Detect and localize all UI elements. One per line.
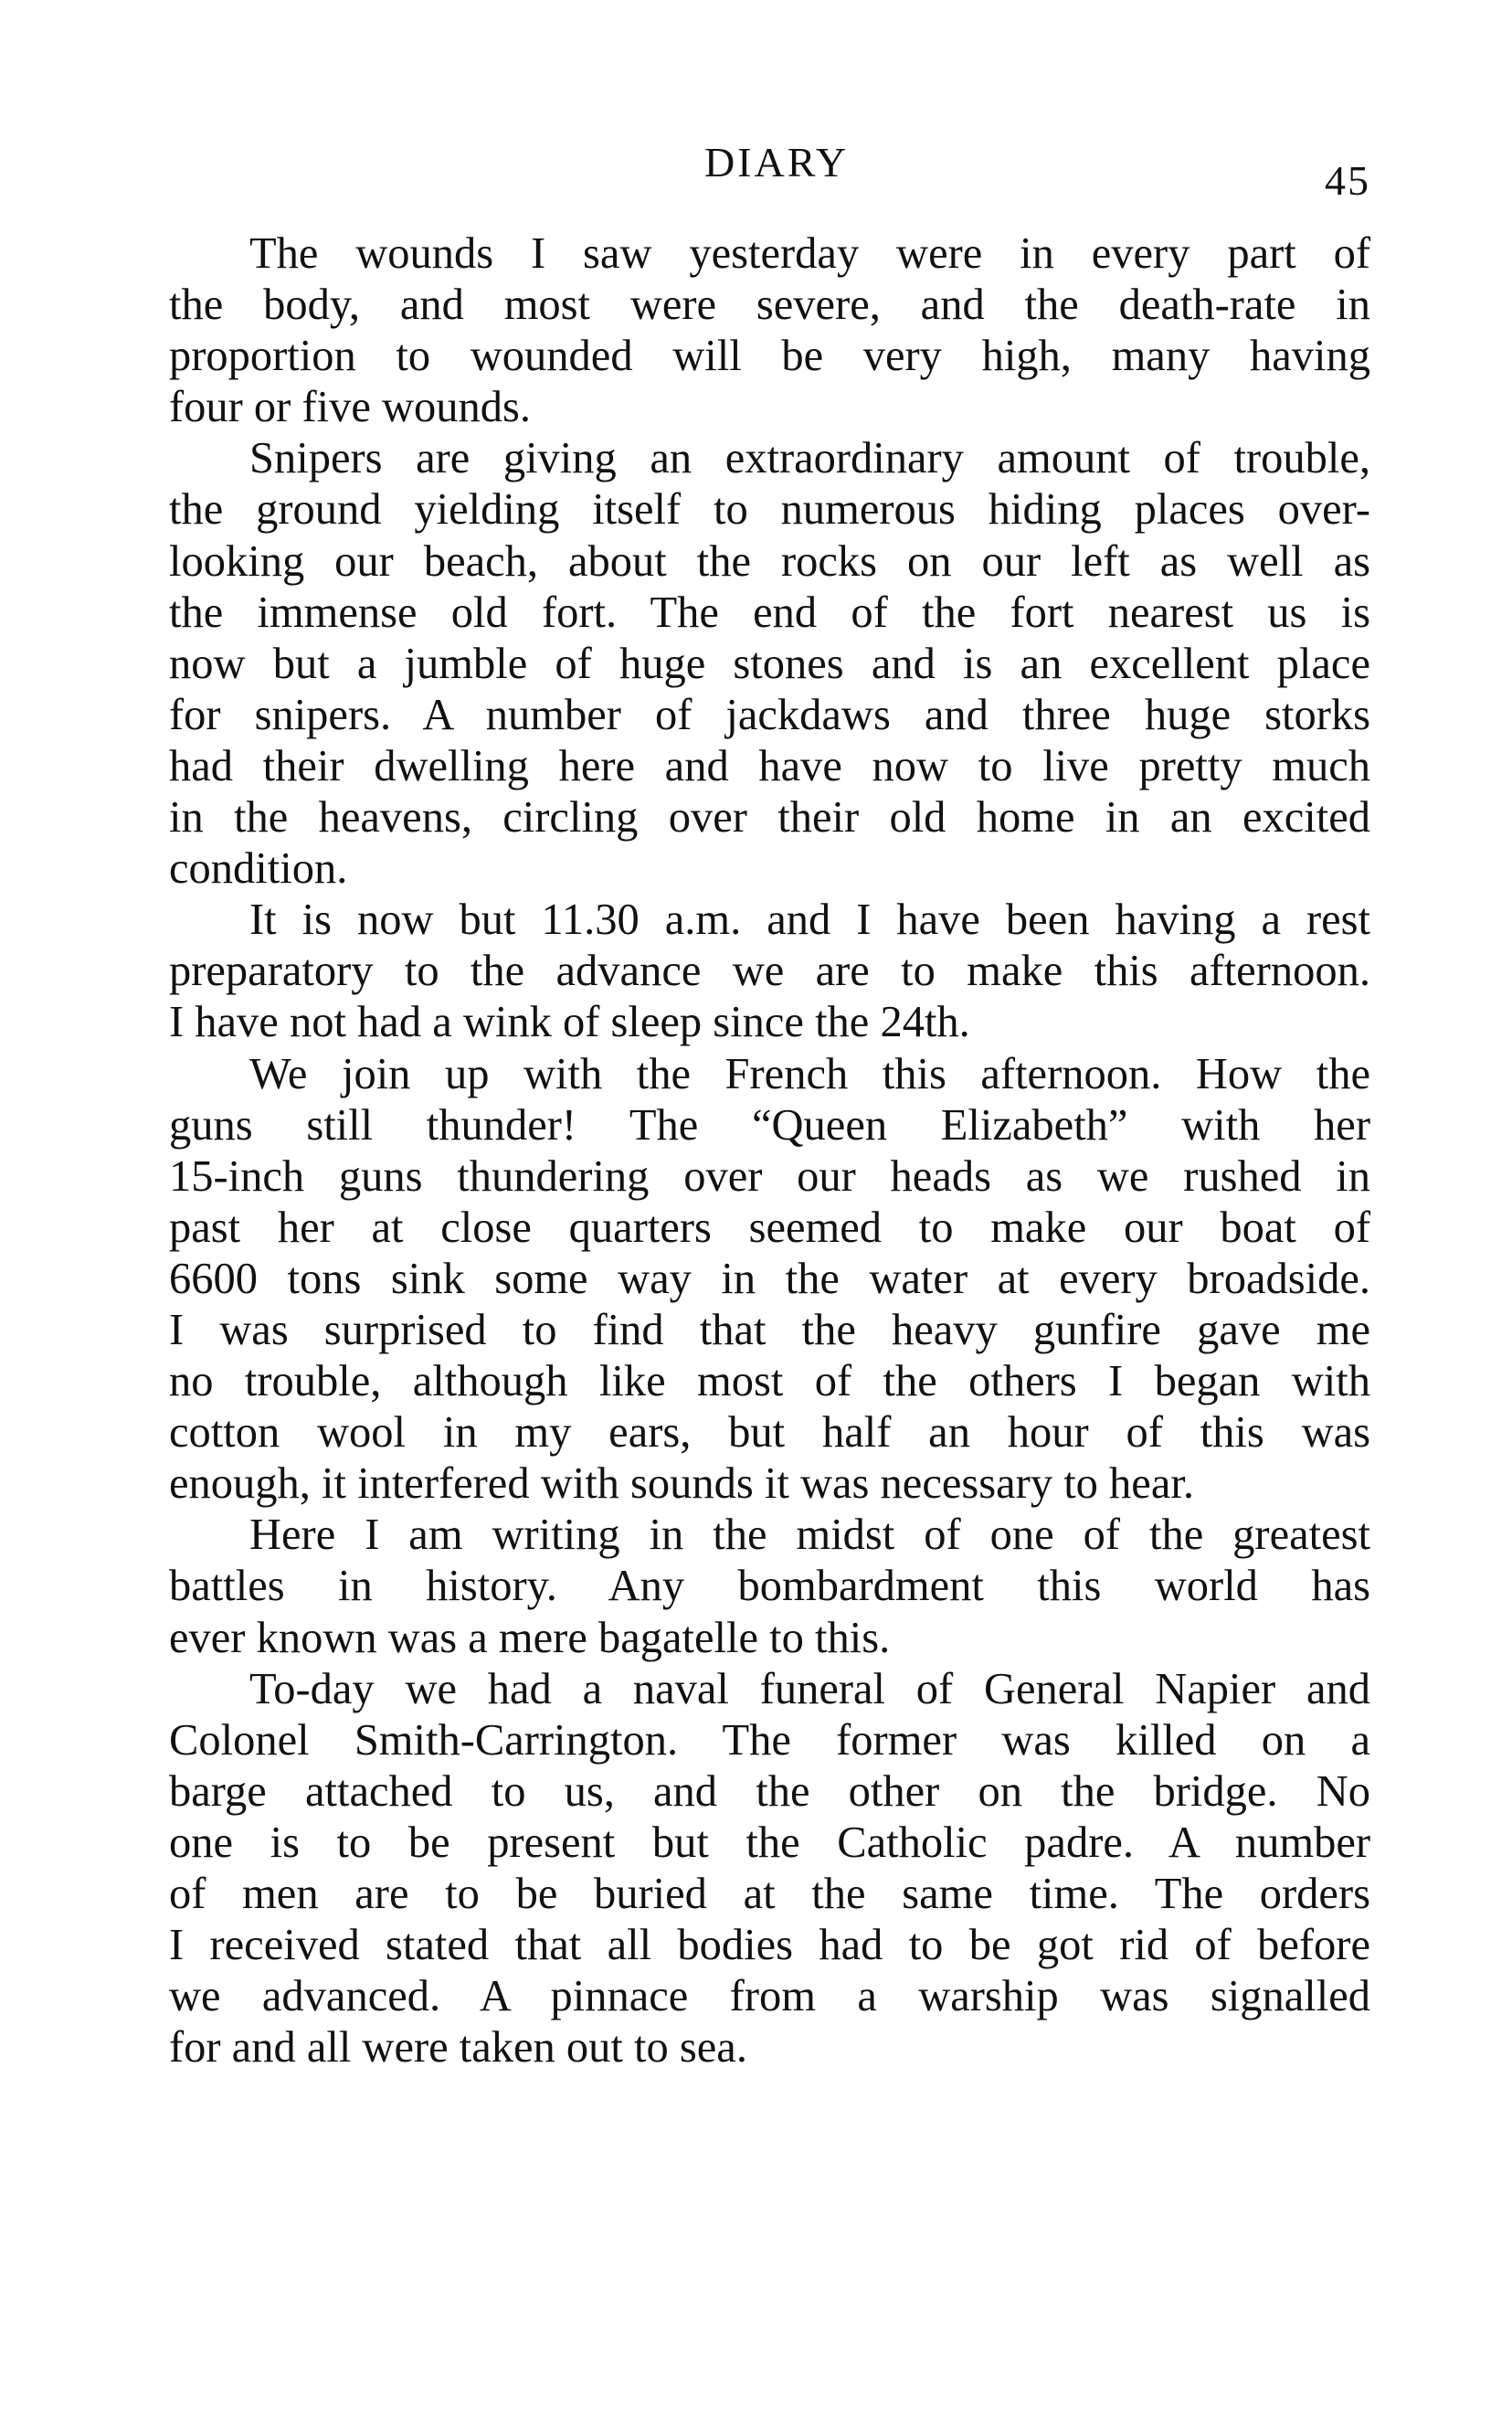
text-line: in the heavens, circling over their old home in an excited	[169, 793, 1370, 843]
text-line: four or five wounds.	[169, 383, 532, 432]
text-line: of men are to be buried at the same time. The orders	[169, 1870, 1370, 1918]
text-line: now but a jumble of huge stones and is an excellent place	[169, 639, 1370, 688]
text-line: barge attached to us, and the other on the bridge. No	[169, 1766, 1370, 1816]
text-line: ever known was a mere bagatelle to this.	[169, 1613, 891, 1662]
text-line: we advanced. A pinnace from a warship was signalled	[169, 1972, 1370, 2021]
paragraph-5	[169, 1510, 1370, 1663]
paragraph-6	[169, 1664, 1370, 2074]
text-line: the immense old fort. The end of the fort nearest us is	[169, 588, 1370, 637]
body-text	[169, 228, 1370, 2073]
text-line: guns still thunder! The “Queen Elizabeth” with her	[169, 1100, 1370, 1150]
text-line: battles in history. Any bombardment this world has	[169, 1562, 1370, 1611]
text-line: preparatory to the advance we are to make this afternoon.	[169, 947, 1370, 996]
text-line: Colonel Smith-Carrington. The former was killed on a	[169, 1715, 1370, 1765]
text-line: The wounds I saw yesterday were in every part of	[249, 229, 1370, 278]
text-line: for snipers. A number of jackdaws and three huge storks	[169, 690, 1370, 739]
paragraph-3	[169, 895, 1370, 1048]
text-line: the body, and most were severe, and the death-rate in	[169, 281, 1370, 330]
text-line: Snipers are giving an extraordinary amount of trouble,	[249, 434, 1370, 483]
page-number: 45	[1325, 157, 1370, 204]
paragraph-2	[169, 433, 1370, 895]
text-line: I was surprised to find that the heavy gunfire gave me	[169, 1305, 1370, 1354]
text-line: looking our beach, about the rocks on our left as well as	[169, 536, 1370, 586]
text-line: for and all were taken out to sea.	[169, 2023, 747, 2073]
text-line: had their dwelling here and have now to live pretty much	[169, 741, 1370, 790]
text-line: 15-inch guns thundering over our heads as we rushed in	[169, 1151, 1370, 1201]
paragraph-4	[169, 1049, 1370, 1511]
text-line: We join up with the French this afternoon. How the	[249, 1049, 1370, 1098]
text-line: past her at close quarters seemed to make our boat of	[169, 1203, 1370, 1252]
paragraph-1	[169, 228, 1370, 433]
text-line: To-day we had a naval funeral of General Napier and	[249, 1664, 1370, 1713]
text-line: enough, it interfered with sounds it was necessary to hear.	[169, 1459, 1194, 1509]
text-line: It is now but 11.30 a.m. and I have been having a rest	[249, 896, 1370, 945]
text-line: the ground yielding itself to numerous hiding places over-	[169, 485, 1370, 535]
text-line: no trouble, although like most of the others I began with	[169, 1357, 1370, 1406]
text-line: proportion to wounded will be very high, many having	[169, 332, 1370, 381]
text-line: Here I am writing in the midst of one of the greatest	[249, 1511, 1370, 1560]
text-line: cotton wool in my ears, but half an hour of this was	[169, 1408, 1370, 1458]
text-line: I have not had a wink of sleep since the 24th.	[169, 998, 970, 1047]
text-line: one is to be present but the Catholic padre. A number	[169, 1818, 1370, 1867]
text-line: condition.	[169, 844, 348, 894]
text-line: I received stated that all bodies had to be got rid of before	[169, 1921, 1370, 1970]
text-line: 6600 tons sink some way in the water at every broadside.	[169, 1254, 1370, 1303]
running-head: DIARY	[703, 139, 850, 186]
